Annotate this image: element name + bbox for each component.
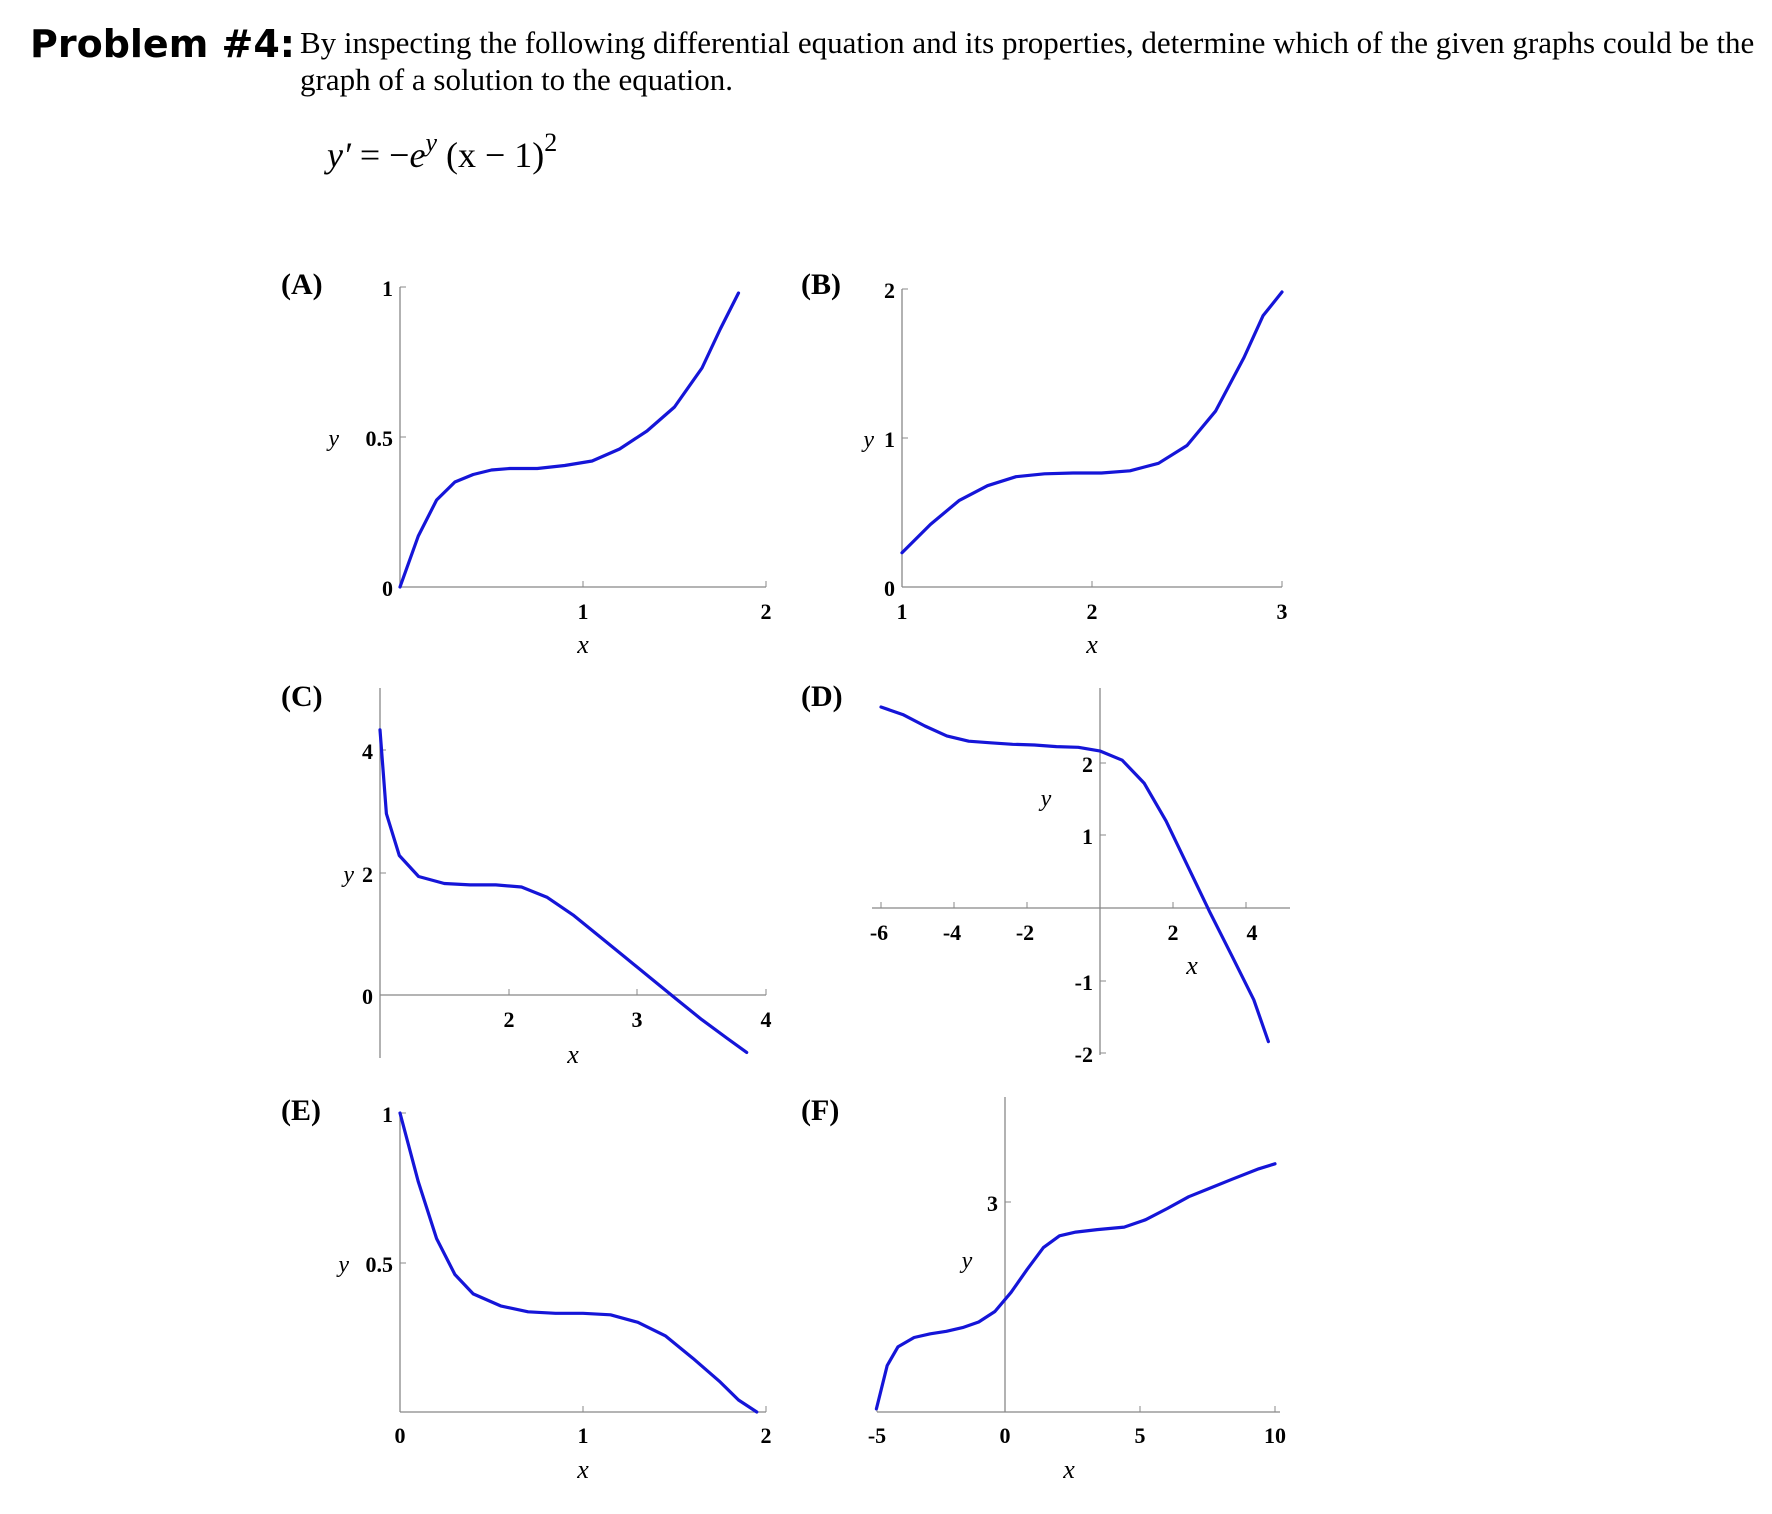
x-axis-label: x: [1063, 1455, 1075, 1484]
x-tick-label: 4: [760, 1007, 772, 1032]
graph-label-f: (F): [801, 1094, 840, 1127]
x-tick-label: 2: [760, 1423, 772, 1448]
x-tick-label: -2: [1015, 920, 1035, 945]
y-tick-label: 0: [884, 576, 895, 601]
solution-curve-a: [400, 293, 739, 587]
y-tick-label: 1: [382, 1102, 393, 1127]
equation-power: 2: [544, 128, 558, 157]
x-tick-label: 3: [631, 1007, 643, 1032]
y-tick-label: 2: [1082, 752, 1093, 777]
x-tick-label: 2: [760, 599, 772, 624]
x-tick-label: 0: [394, 1423, 406, 1448]
y-axis-label: y: [343, 862, 354, 888]
solution-curve-c: [380, 730, 747, 1053]
x-tick-label: 10: [1264, 1423, 1286, 1448]
equation-lhs: y′: [327, 135, 351, 175]
x-tick-label: -4: [942, 920, 962, 945]
x-tick-label: 1: [577, 1423, 589, 1448]
y-tick-label: -1: [1074, 970, 1093, 995]
graph-c[interactable]: [281, 680, 772, 1069]
x-tick-label: 2: [1167, 920, 1179, 945]
solution-curve-f: [876, 1164, 1275, 1409]
x-tick-label: 3: [1276, 599, 1288, 624]
x-tick-label: -6: [869, 920, 889, 945]
y-tick-label: 3: [987, 1191, 998, 1216]
graph-d[interactable]: [801, 680, 1290, 1067]
x-tick-label: 1: [577, 599, 589, 624]
y-tick-label: 2: [362, 862, 373, 887]
graph-a[interactable]: [281, 268, 772, 659]
x-axis-label: x: [567, 1040, 579, 1069]
x-axis-label: x: [1186, 951, 1198, 980]
x-tick-label: 2: [503, 1007, 515, 1032]
graph-b[interactable]: [801, 268, 1288, 659]
y-axis-label: y: [863, 427, 874, 453]
y-tick-label: 0.5: [365, 1252, 393, 1277]
y-axis-label: y: [328, 426, 339, 452]
graph-e[interactable]: [281, 1094, 772, 1484]
x-axis-label: x: [577, 630, 589, 659]
equation-exponent: y: [425, 128, 437, 157]
graph-label-b: (B): [801, 268, 841, 301]
y-tick-label: 0: [362, 984, 373, 1009]
y-tick-label: -2: [1074, 1042, 1093, 1067]
x-tick-label: 5: [1134, 1423, 1146, 1448]
equation-base: e: [409, 135, 426, 175]
y-tick-label: 1: [1082, 824, 1093, 849]
y-tick-label: 1: [884, 427, 895, 452]
x-axis-label: x: [577, 1455, 589, 1484]
y-tick-label: 0.5: [365, 426, 393, 451]
x-axis-label: x: [1086, 630, 1098, 659]
y-tick-label: 4: [362, 739, 373, 764]
equation-sign: = −: [359, 135, 410, 175]
x-tick-label: 2: [1086, 599, 1098, 624]
y-tick-label: 2: [884, 278, 895, 303]
x-tick-label: 4: [1246, 920, 1258, 945]
graph-label-e: (E): [281, 1094, 321, 1127]
graph-label-a: (A): [281, 268, 323, 301]
x-tick-label: 1: [896, 599, 908, 624]
graph-label-c: (C): [281, 680, 323, 713]
problem-label: Problem #4:: [30, 22, 295, 66]
y-axis-label: y: [338, 1252, 349, 1278]
y-axis-label: y: [1040, 786, 1052, 812]
graph-label-d: (D): [801, 680, 843, 713]
y-tick-label: 1: [382, 276, 393, 301]
solution-curve-b: [902, 292, 1282, 553]
x-tick-label: 0: [999, 1423, 1011, 1448]
y-tick-label: 0: [382, 576, 393, 601]
equation-factor: (x − 1): [446, 135, 545, 175]
graph-f[interactable]: [801, 1094, 1286, 1484]
problem-statement: By inspecting the following differential equation and its properties, determine which of the given graphs could be the graph of a solution to the equation.: [300, 25, 1755, 97]
x-tick-label: -5: [867, 1423, 887, 1448]
y-axis-label: y: [961, 1248, 973, 1274]
solution-curve-e: [400, 1113, 757, 1412]
